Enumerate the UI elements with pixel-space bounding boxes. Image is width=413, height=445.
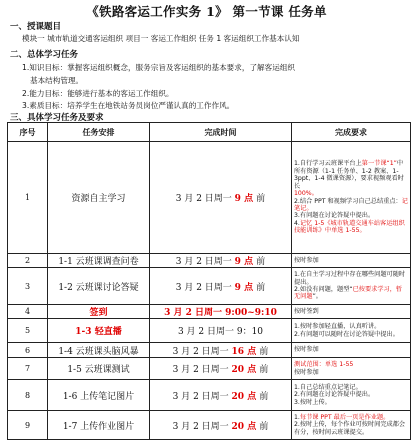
- requirement-text: 1.在自主学习过程中存在哪些问题可随时提出。: [294, 271, 406, 286]
- task-table-body: [8, 142, 411, 440]
- requirement-text: 1.: [294, 413, 300, 421]
- completion-requirement: [292, 358, 411, 380]
- task-name: 1-7 上传作业图片: [48, 411, 150, 440]
- requirement-text: 第一节课“1”: [361, 160, 397, 168]
- task-name: 1-5 云班课测试: [48, 358, 150, 380]
- completion-requirement: [292, 411, 411, 440]
- requirement-text: 按时参加: [294, 368, 319, 376]
- completion-requirement: [292, 319, 411, 343]
- row-number: 9: [8, 411, 48, 440]
- table-row: [8, 343, 411, 358]
- time-deadline-hour: 16 点: [231, 346, 260, 357]
- completion-requirement: [292, 254, 411, 268]
- requirement-text: 2.有问题可以随时在讨论答疑中提出。: [294, 330, 399, 338]
- time-suffix: 前: [259, 365, 269, 375]
- requirement-text: 按时签到: [294, 307, 319, 315]
- time-date: 3 月 2 日周一: [175, 282, 235, 293]
- requirement-text: 3.按时上传。: [294, 398, 331, 406]
- section-heading-topic: 一、授课题目: [10, 22, 62, 32]
- header-requirement: 完成要求: [292, 123, 411, 142]
- completion-time: [150, 268, 292, 305]
- table-row: [8, 358, 411, 380]
- requirement-text: 每节课 PPT 最后一页是作业题。: [299, 413, 390, 421]
- requirement-text: 中所有资源（1-1 任务单、1-2 教案、1-3ppt、1-4 微课资源），要求视频观看时长: [294, 160, 404, 190]
- requirement-text: 2.如没有问题，题型“: [294, 286, 353, 293]
- completion-time: [150, 343, 292, 358]
- objective-line-2: 2.能力目标：能够进行基本的客运工作组织。: [22, 89, 174, 98]
- requirement-text: 100%。: [294, 190, 318, 198]
- requirement-text: 4.: [294, 219, 300, 227]
- time-suffix: 前: [256, 257, 266, 267]
- task-name: 1-4 云班课头脑风暴: [48, 343, 150, 358]
- row-number: 6: [8, 343, 48, 358]
- task-name: 1-3 轻直播: [48, 319, 150, 343]
- requirement-text: 1.按时参加轻直播，认真听讲。: [294, 323, 381, 331]
- time-deadline-hour: 9 点: [234, 257, 257, 267]
- task-name: 资源自主学习: [48, 142, 150, 254]
- completion-requirement: [292, 343, 411, 358]
- task-name: 签到: [48, 305, 150, 319]
- requirement-text: 记笔记。: [294, 197, 408, 212]
- time-suffix: 前: [259, 391, 269, 402]
- section-heading-tasks: 三、具体学习任务及要求: [10, 113, 104, 123]
- time-date: 3 月 2 日周一: [172, 391, 232, 402]
- time-deadline-hour: 20 点: [231, 391, 260, 402]
- time-deadline-hour: 9 点: [234, 282, 257, 293]
- completion-requirement: [292, 305, 411, 319]
- time-date: 3 月 2 日周一: [172, 421, 232, 432]
- time-date: 3 月 2 日周一: [172, 346, 232, 357]
- header-task: 任务安排: [48, 123, 150, 142]
- time-suffix: 前: [256, 282, 266, 293]
- task-table: [7, 122, 411, 440]
- requirement-text: 测试范围：单选 1-55: [294, 361, 354, 369]
- task-name: 1-2 云班课讨论答疑: [48, 268, 150, 305]
- task-name: 1-6 上传笔记图片: [48, 380, 150, 411]
- completion-time: [150, 142, 292, 254]
- row-number: 2: [8, 254, 48, 268]
- row-number: 1: [8, 142, 48, 254]
- table-row: [8, 268, 411, 305]
- requirement-text: ”。: [312, 293, 322, 301]
- completion-time: [150, 319, 292, 343]
- task-name: 1-1 云班课调查问卷: [48, 254, 150, 268]
- objective-line-1: 1.知识目标：掌握客运组织概念，服务宗旨及客运组织的基本要求，了解客运组织: [22, 63, 296, 72]
- table-row: [8, 411, 411, 440]
- requirement-text: 2.有问题在讨论答疑中提出。: [294, 391, 375, 399]
- objective-line-3: 3.素质目标：培养学生在地铁站务员岗位严谨认真的工作作风。: [22, 101, 235, 110]
- completion-time: [150, 305, 292, 319]
- table-row: [8, 142, 411, 254]
- completion-requirement: [292, 142, 411, 254]
- header-time: 完成时间: [150, 123, 292, 142]
- requirement-text: 1.自己总结重点记笔记。: [294, 383, 362, 391]
- row-number: 7: [8, 358, 48, 380]
- time-date: 3 月 2 日周一 9：10: [177, 327, 264, 337]
- time-suffix: 前: [256, 194, 266, 204]
- completion-time: [150, 254, 292, 268]
- table-row: [8, 380, 411, 411]
- requirement-text: 记忆 1-5《城市轨道交通车站客运组织技能训练》中单选 1-55。: [294, 219, 405, 235]
- table-header-row: [8, 123, 411, 142]
- requirement-text: 2.结合 PPT 和视频学习自己总结重点：: [294, 197, 402, 205]
- section-heading-overall: 二、总体学习任务: [10, 50, 79, 60]
- time-deadline-hour: 20 点: [231, 421, 260, 432]
- completion-time: [150, 411, 292, 440]
- row-number: 8: [8, 380, 48, 411]
- topic-line: 模块一 城市轨道交通客运组织 项目一 客运工作组织 任务 1 客运组织工作基本认知: [22, 34, 300, 43]
- time-suffix: 前: [259, 421, 269, 432]
- completion-requirement: [292, 380, 411, 411]
- table-row: [8, 305, 411, 319]
- requirement-text: 3.有问题在讨论答疑中提出。: [294, 212, 375, 220]
- time-date: 3 月 2 日周一 9:00~9:10: [164, 308, 277, 318]
- row-number: 5: [8, 319, 48, 343]
- objective-line-1-cont: 基本结构管理。: [30, 76, 84, 85]
- time-deadline-hour: 20 点: [231, 365, 260, 375]
- document-title: 《铁路客运工作实务 1》 第一节课 任务单: [86, 4, 327, 19]
- requirement-text: 已按要求学习，暂无问题: [294, 286, 403, 301]
- header-num: 序号: [8, 123, 48, 142]
- table-row: [8, 319, 411, 343]
- table-row: [8, 254, 411, 268]
- row-number: 3: [8, 268, 48, 305]
- completion-time: [150, 380, 292, 411]
- time-date: 3 月 2 日周一: [172, 365, 232, 375]
- requirement-text: 2.按时上传，每个作业可按时间完成都会有分，按时间云班课提交。: [294, 421, 406, 436]
- requirement-text: 1.自行学习云班课平台上: [294, 160, 362, 168]
- time-date: 3 月 2 日周一: [175, 194, 235, 204]
- requirement-text: 按时参加: [294, 346, 319, 354]
- time-suffix: 前: [259, 346, 269, 357]
- row-number: 4: [8, 305, 48, 319]
- completion-time: [150, 358, 292, 380]
- time-deadline-hour: 9 点: [234, 194, 257, 204]
- completion-requirement: [292, 268, 411, 305]
- time-date: 3 月 2 日周一: [175, 257, 235, 267]
- requirement-text: 按时参加: [294, 256, 319, 264]
